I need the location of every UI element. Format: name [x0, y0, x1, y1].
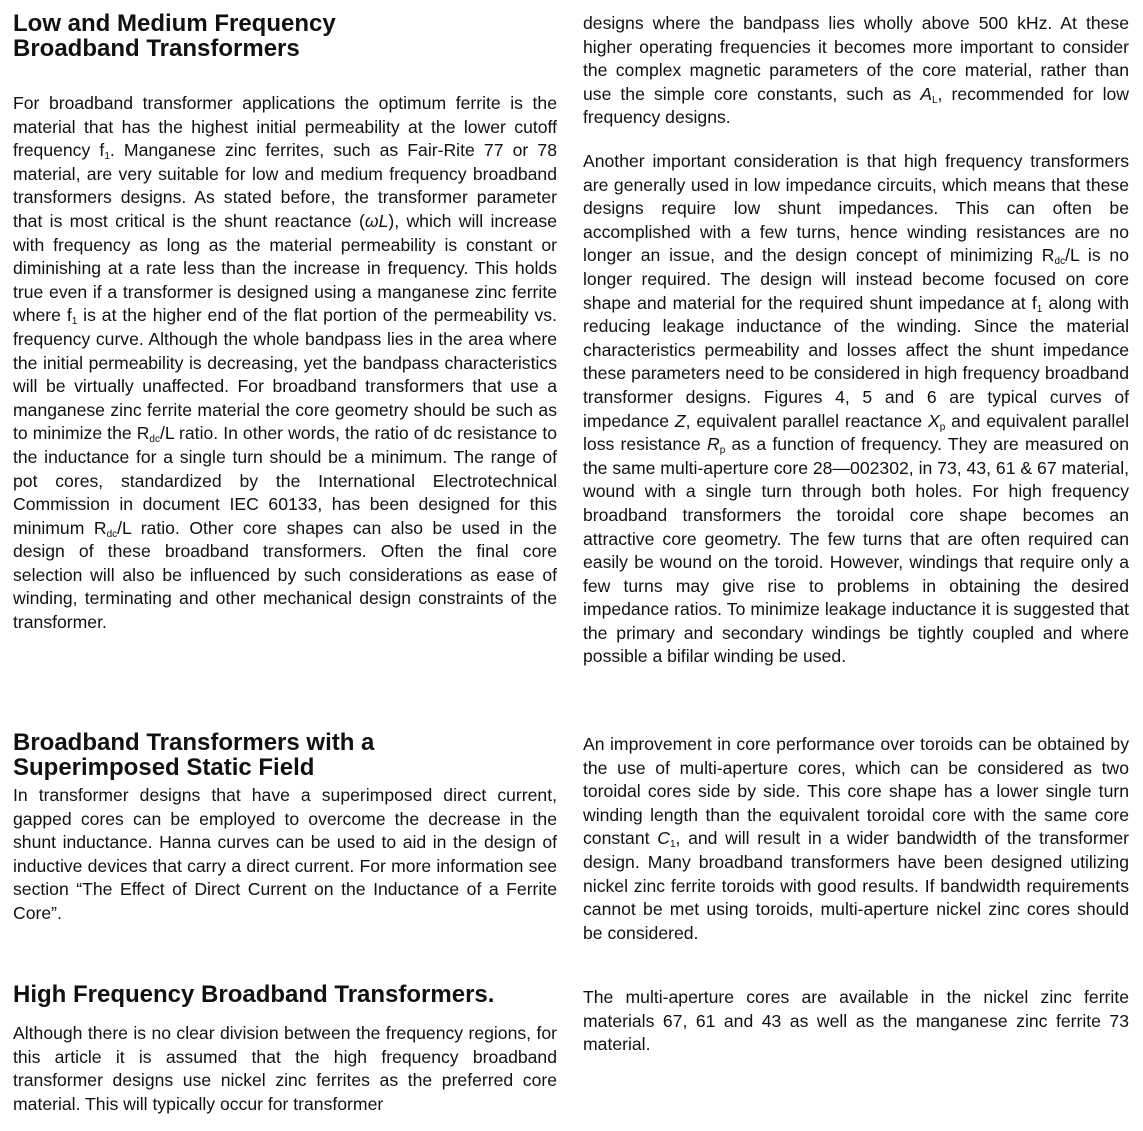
section-low-medium: [13, 11, 557, 635]
low-medium-paragraph: For broadband transformer applications the optimum ferrite is the material that has the highest initial permeability at the lower cutoff frequency $f_1$. Manganese zinc ferrites, such as Fair-Rite 77 or 78 material, are very suitable for low and medium frequency broadband transformers designs. As stated before, the transformer parameter that is most critical is the shunt reactance (ωL), which will increase with frequency as long as the material permeability is constant or diminishing at a rate less than the increase in frequency. This holds true even if a transformer is designed using a manganese zinc ferrite where $f_1$ is at the higher end of the flat portion of the permeability vs. frequency curve. Although the whole bandpass lies in the area where the initial permeability is decreasing, yet the bandpass characteristics will be virtually unaffected. For broadband transformers that use a manganese zinc ferrite material the core geometry should be such as to minimize the $R_{dc}/L$ ratio. In other words, the ratio of dc resistance to the inductance for a single turn should be a minimum. The range of pot cores, standardized by the International Electrotechnical Commission in document IEC 60133, has been designed for this minimum $R_{dc}/L$ ratio. Other core shapes can also be used in the design of these broadband transformers. Often the final core selection will also be influenced by such considerations as ease of winding, terminating and other mechanical design constraints of the transformer.: [13, 93, 558, 633]
low-medium-heading: [13, 11, 557, 61]
static-field-heading: [13, 730, 557, 780]
low-medium-heading-line2: Broadband Transformers: [13, 35, 300, 62]
static-field-heading-line2: Superimposed Static Field: [13, 754, 315, 781]
high-freq-paragraph-3: An improvement in core performance over toroids can be obtained by the use of multi-aperture cores, which can be considered as two toroidal cores side by side. This core shape has a lower single turn winding length than the equivalent toroidal core with the same core constant $C_1$, and will result in a wider bandwidth of the transformer design. Many broadband transformers have been designed utilizing nickel zinc ferrite toroids with good results. If bandwidth requirements cannot be met using toroids, multi-aperture nickel zinc cores should be considered.: [583, 734, 1129, 943]
static-field-paragraph: In transformer designs that have a superimposed direct current, gapped cores can be employed to overcome the decrease in the shunt inductance. Hanna curves can be used to aid in the design of inductive devices that carry a direct current. For more information see section “The Effect of Direct Current on the Inductance of a Ferrite Core”.: [13, 785, 557, 923]
low-medium-heading-line1: Low and Medium Frequency: [13, 10, 336, 37]
high-freq-paragraph-2: Another important consideration is that high frequency transformers are generally used in low impedance circuits, which means that these designs require low shunt impedances. This can often be accomplished with a few turns, hence winding resistances are no longer an issue, and the design concept of minimizing $R_{dc}/L$ is no longer required. The design will instead become focused on core shape and material for the required shunt impedance at $f_1$ along with reducing leakage inductance of the winding. Since the material characteristics permeability and losses affect the shunt impedance these parameters need to be considered in high frequency broadband transformer designs. Figures 4, 5 and 6 are typical curves of impedance Z, equivalent parallel reactance $X_p$ and equivalent parallel loss resistance $R_p$ as a function of frequency. They are measured on the same multi-aperture core 28—002302, in 73, 43, 61 & 67 material, wound with a single turn through both holes. For high frequency broadband transformers the toroidal core shape becomes an attractive core geometry. The few turns that are often required can easily be wound on the toroid. However, windings that require only a few turns may give rise to problems in obtaining the desired impedance ratios. To minimize leakage inductance it is suggested that the primary and secondary windings be tightly coupled and where possible a bifilar winding be used.: [583, 151, 1130, 667]
section-high-freq-start: [13, 982, 557, 1116]
static-field-heading-line1: Broadband Transformers with a: [13, 729, 375, 756]
high-freq-paragraph-continued: designs where the bandpass lies wholly above 500 kHz. At these higher operating frequencies it becomes more important to consider the complex magnetic parameters of the core material, rather than use the simple core constants, such as $A_L$, recommended for low frequency designs.: [583, 13, 1129, 128]
high-freq-paragraph-4: The multi-aperture cores are available in the nickel zinc ferrite materials 67, 61 and 43 as well as the manganese zinc ferrite 73 material.: [583, 987, 1129, 1055]
high-freq-paragraph-left: Although there is no clear division between the frequency regions, for this article it is assumed that the high frequency broadband transformer designs use nickel zinc ferrites as the preferred core material. This will typically occur for transformer: [13, 1023, 557, 1114]
high-freq-heading: High Frequency Broadband Transformers.: [13, 981, 495, 1008]
section-static-field: [13, 730, 557, 926]
